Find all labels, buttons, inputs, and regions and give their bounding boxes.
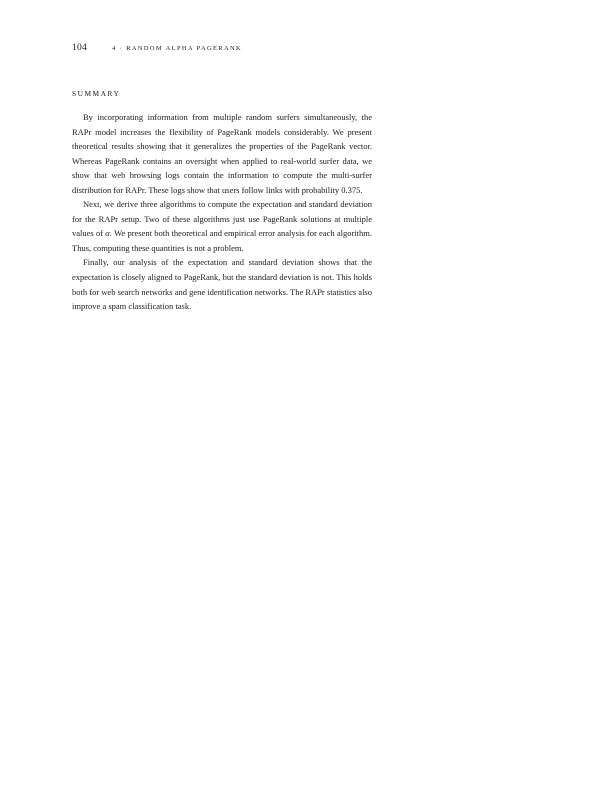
paragraph-algorithms-text-after: . We present both theoretical and empirical error analysis for each algorithm. Thus, computing these quantities is not a problem. [72, 228, 372, 253]
body-text [72, 110, 372, 314]
chapter-title: 4 · RANDOM ALPHA PAGERANK [112, 45, 243, 52]
paragraph-algorithms-text-before: Next, we derive three algorithms to compute the expectation and standard deviation for the RAPr setup. Two of these algorithms just use PageRank solutions at multiple values of [72, 199, 372, 239]
alpha-symbol: α [105, 228, 110, 239]
paragraph-algorithms [72, 197, 372, 255]
section-heading: SUMMARY [72, 89, 121, 98]
page-number: 104 [72, 42, 87, 53]
running-head [72, 42, 382, 54]
paragraph-summary-intro: By incorporating information from multiple random surfers simultaneously, the RAPr model increases the flexibility of PageRank models considerably. We present theoretical results showing that it generalizes the properties of the PageRank vector. Whereas PageRank contains an oversight when applied to real-world surfer data, we show that web browsing logs contain the information to compute the multi-surfer distribution for RAPr. These logs show that users follow links with probability 0.375. [72, 112, 372, 195]
paragraph-conclusion: Finally, our analysis of the expectation and standard deviation shows that the expectation is closely aligned to PageRank, but the standard deviation is not. This holds both for web search networks and gene identification networks. The RAPr statistics also improve a spam classification task. [72, 257, 372, 312]
